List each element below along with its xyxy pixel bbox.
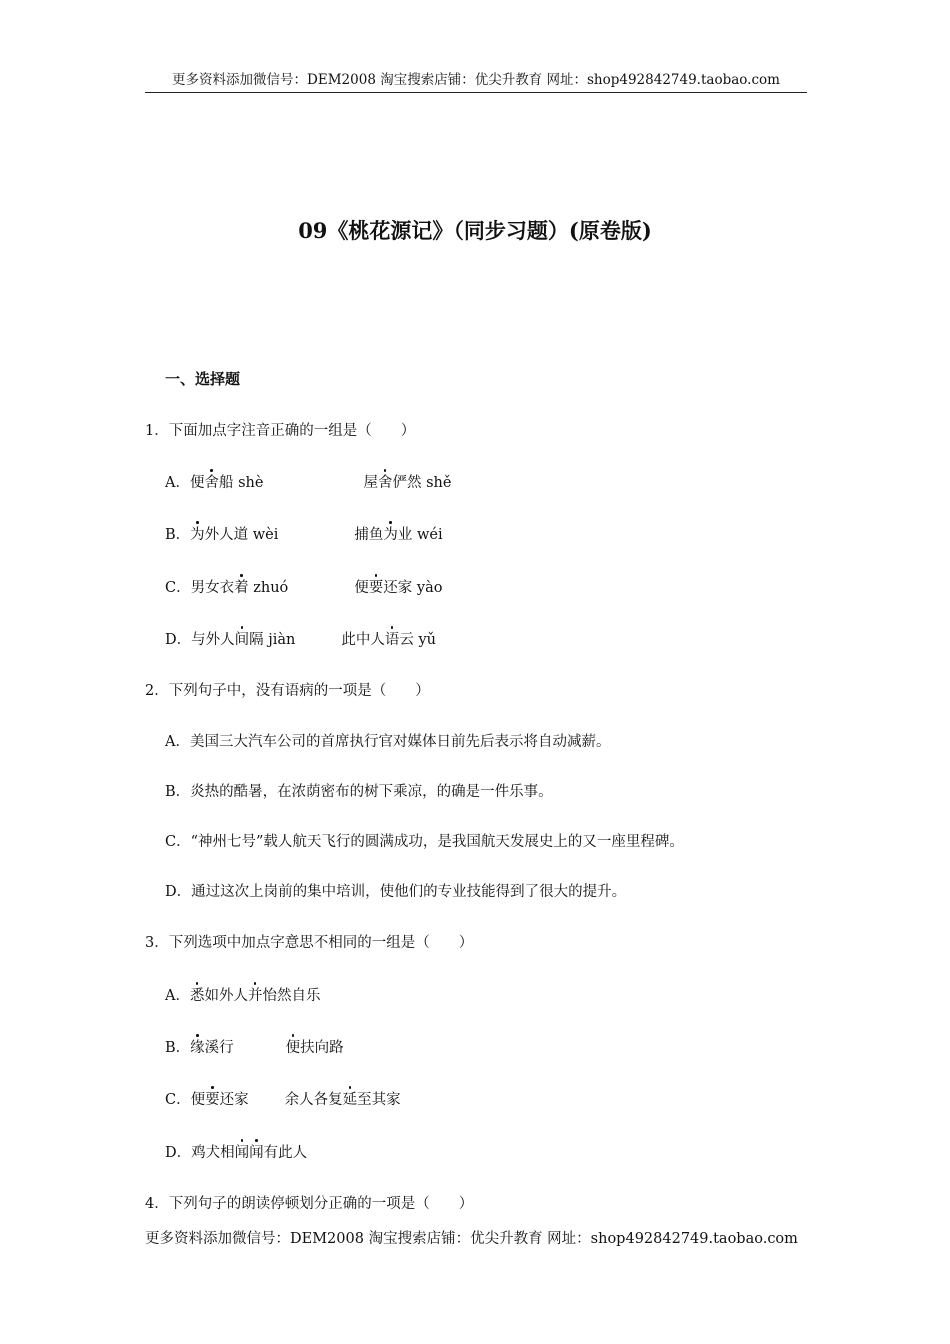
option-text: 还家: [219, 1092, 249, 1108]
dotted-char: 悉: [189, 988, 205, 1004]
option-text: 此中人: [341, 632, 385, 648]
option-text: 至其家: [357, 1092, 401, 1108]
dotted-char: 着: [234, 580, 249, 596]
dotted-char: 间: [234, 632, 250, 648]
option-text: 隔 jiàn: [249, 632, 296, 648]
dotted-char: 缘: [190, 1040, 205, 1056]
dotted-char: 闻: [249, 1145, 264, 1161]
question-1-option-b: [165, 523, 443, 544]
question-1-option-d: [165, 628, 436, 649]
question-1-option-a: [165, 471, 451, 492]
option-text: 余人各复: [284, 1092, 343, 1108]
option-text: B．: [165, 1040, 191, 1056]
question-1-stem: 1．下面加点字注音正确的一组是（ ）: [145, 423, 416, 439]
question-2-option-c: C．“神州七号”载人航天飞行的圆满成功，是我国航天发展史上的又一座里程碑。: [165, 834, 684, 850]
page-header: 更多资料添加微信号：DEM2008 淘宝搜索店铺：优尖升教育 网址：shop492842749.taobao.com: [145, 68, 807, 93]
option-text: 屋: [363, 475, 378, 491]
option-text: 云 yǔ: [399, 632, 437, 648]
section-heading: 一、选择题: [165, 370, 241, 388]
option-text: 俨然 shě: [392, 475, 452, 491]
option-text: C．男女衣: [165, 580, 235, 596]
option-text: 船 shè: [218, 475, 264, 491]
question-3-option-d: [165, 1141, 307, 1162]
option-text: 如外人: [204, 988, 248, 1004]
option-text: 扶向路: [300, 1040, 344, 1056]
option-text: D．鸡犬相: [165, 1145, 235, 1161]
question-3-stem: 3．下列选项中加点字意思不相同的一组是（ ）: [145, 935, 474, 951]
option-text: 便: [354, 580, 369, 596]
option-text: zhuó: [248, 580, 289, 596]
option-text: A．便: [165, 475, 205, 491]
question-1-option-c: [165, 576, 442, 597]
dotted-char: 要: [205, 1092, 220, 1108]
question-3-option-a: [165, 984, 320, 1005]
dotted-char: 闻: [234, 1145, 250, 1161]
option-text: 业 wéi: [397, 527, 443, 543]
page-footer: 更多资料添加微信号：DEM2008 淘宝搜索店铺：优尖升教育 网址：shop492842749.taobao.com: [145, 1231, 798, 1247]
question-4-stem: 4．下列句子的朗读停顿划分正确的一项是（ ）: [145, 1196, 474, 1212]
dotted-char: 便: [285, 1040, 301, 1056]
dotted-char: 舍: [204, 475, 219, 491]
option-text: A．: [165, 988, 190, 1004]
question-2-option-b: B．炎热的酷暑，在浓荫密布的树下乘凉，的确是一件乐事。: [165, 784, 553, 800]
dotted-char: 为: [383, 527, 398, 543]
option-text: 有此人: [263, 1145, 308, 1161]
dotted-char: 要: [368, 580, 384, 596]
option-text: 溪行: [204, 1040, 234, 1056]
page-title: 09《桃花源记》（同步习题）(原卷版): [298, 218, 652, 243]
dotted-char: 舍: [377, 475, 393, 491]
dotted-char: 并: [247, 988, 263, 1004]
dotted-char: 延: [342, 1092, 358, 1108]
question-3-option-c: [165, 1088, 401, 1109]
option-text: 外人道 wèi: [204, 527, 279, 543]
question-3-option-b: [165, 1036, 344, 1057]
option-text: 捕鱼: [354, 527, 384, 543]
question-2-option-a: A．美国三大汽车公司的首席执行官对媒体日前先后表示将自动减薪。: [165, 734, 611, 750]
question-2-stem: 2．下列句子中，没有语病的一项是（ ）: [145, 683, 430, 699]
option-text: B．: [165, 527, 191, 543]
dotted-char: 语: [384, 632, 400, 648]
option-text: 还家 yào: [383, 580, 443, 596]
option-text: C．便: [165, 1092, 206, 1108]
question-2-option-d: D．通过这次上岗前的集中培训，使他们的专业技能得到了很大的提升。: [165, 884, 627, 900]
option-text: 怡然自乐: [262, 988, 321, 1004]
option-text: D．与外人: [165, 632, 235, 648]
dotted-char: 为: [190, 527, 205, 543]
